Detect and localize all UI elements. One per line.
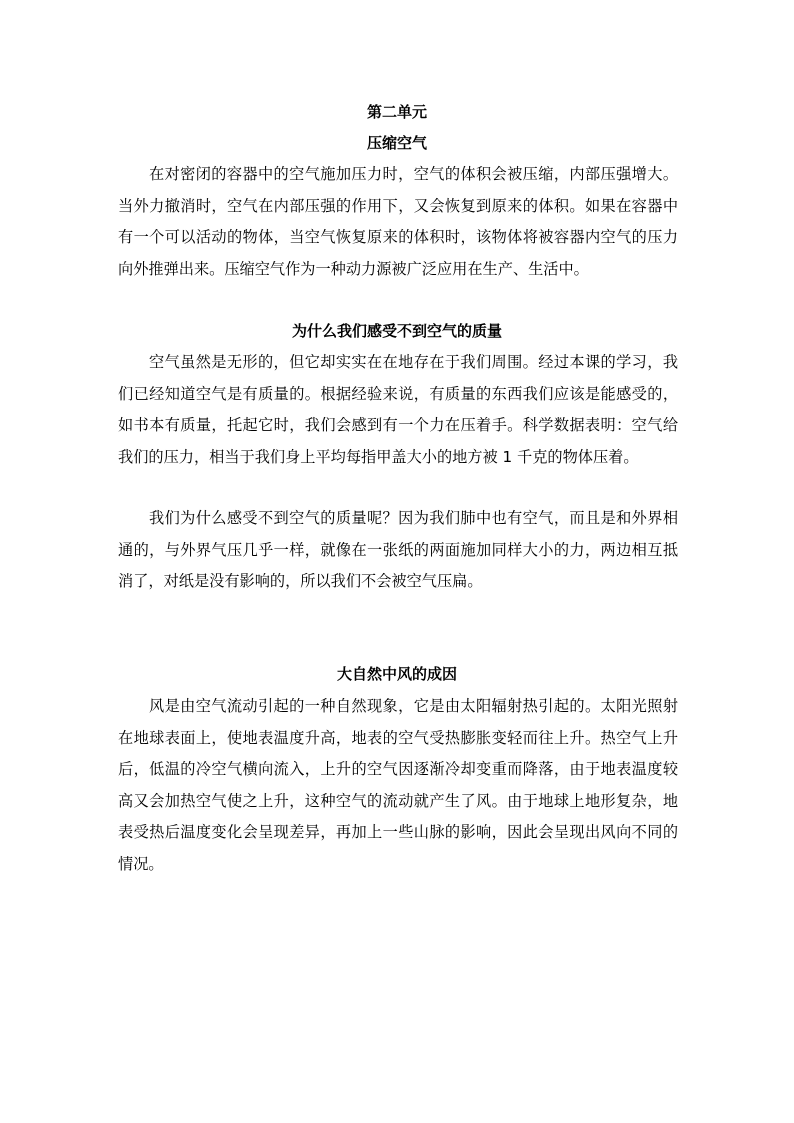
section-title-air-mass: 为什么我们感受不到空气的质量 <box>291 322 502 340</box>
paragraph-air-mass-2: 我们为什么感受不到空气的质量呢？因为我们肺中也有空气，而且是和外界相通的，与外界气压几乎一样，就像在一张纸的两面施加同样大小的力，两边相互抵消了，对纸是没有影响的，所以我们不会被空气压扁。 <box>118 509 678 590</box>
section-title-compressed-air: 压缩空气 <box>366 134 427 152</box>
paragraph-compressed-air: 在对密闭的容器中的空气施加压力时，空气的体积会被压缩，内部压强增大。当外力撤消时，空气在内部压强的作用下，又会恢复到原来的体积。如果在容器中有一个可以活动的物体，当空气恢复原来的体积时，该物体将被容器内空气的压力向外推弹出来。压缩空气作为一种动力源被广泛应用在生产、生活中。 <box>118 165 678 278</box>
paragraph-air-mass-1: 空气虽然是无形的，但它却实实在在地存在于我们周围。经过本课的学习，我们已经知道空气是有质量的。根据经验来说，有质量的东西我们应该是能感受的，如书本有质量，托起它时，我们会感到有一个力在压着手。科学数据表明：空气给我们的压力，相当于我们身上平均每指甲盖大小的地方被 1 千克的物体压着。 <box>118 353 678 466</box>
unit-title: 第二单元 <box>366 103 427 121</box>
section-title-wind-formation: 大自然中风的成因 <box>336 665 457 683</box>
paragraph-wind-formation: 风是由空气流动引起的一种自然现象，它是由太阳辐射热引起的。太阳光照射在地球表面上，使地表温度升高，地表的空气受热膨胀变轻而往上升。热空气上升后，低温的冷空气横向流入，上升的空气因逐渐冷却变重而降落，由于地表温度较高又会加热空气使之上升，这种空气的流动就产生了风。由于地球上地形复杂，地表受热后温度变化会呈现差异，再加上一些山脉的影响，因此会呈现出风向不同的情况。 <box>118 697 678 873</box>
